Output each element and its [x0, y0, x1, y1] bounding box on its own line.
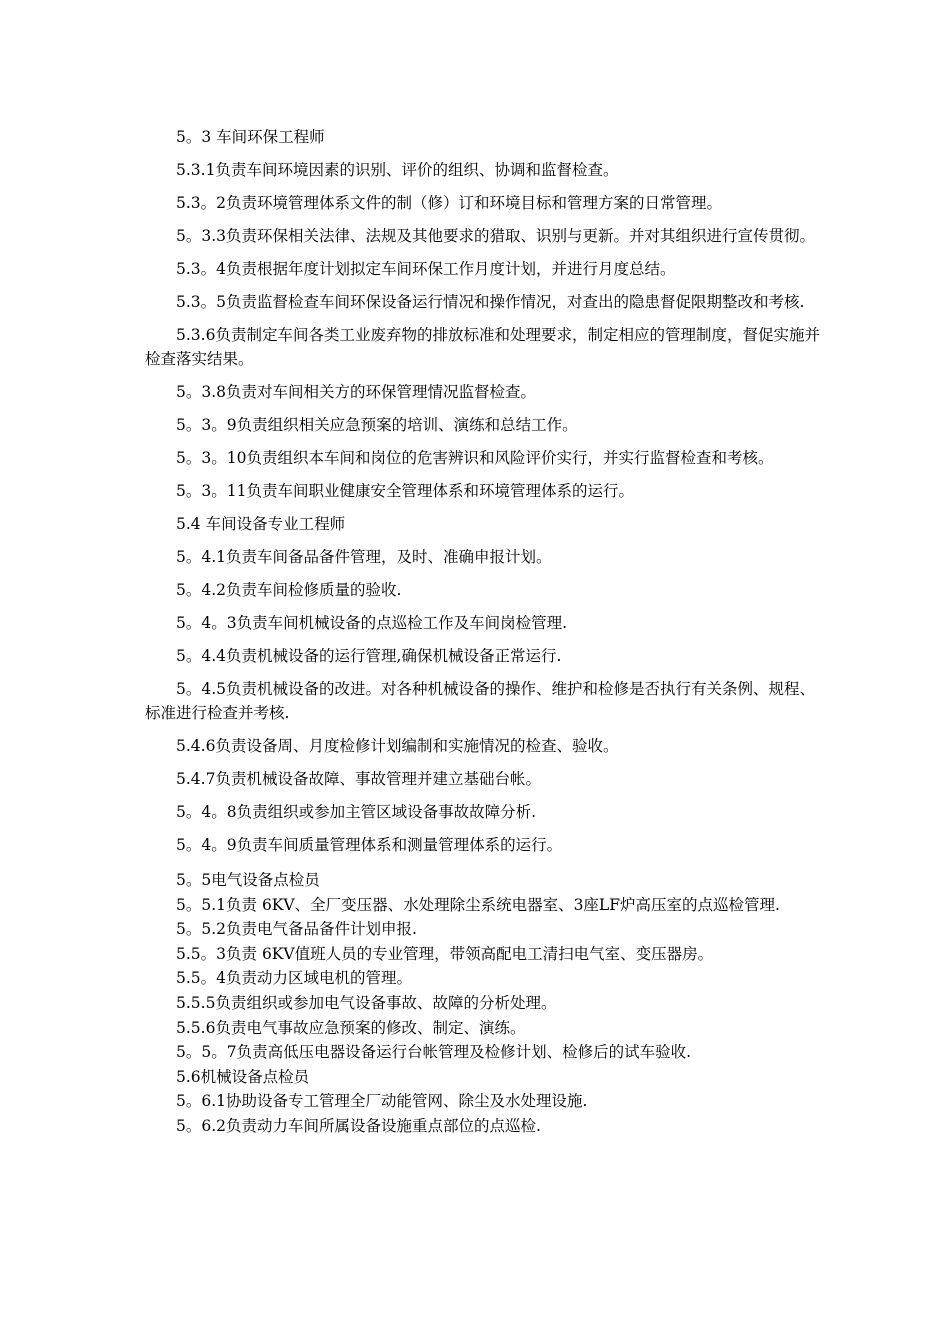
paragraph-5-3-8: 5。3.8负责对车间相关方的环保管理情况监督检查。 [176, 383, 537, 401]
paragraph-5-6-1: 5。6.1协助设备专工管理全厂动能管网、除尘及水处理设施. [176, 1092, 588, 1111]
heading-5-4: 5.4 车间设备专业工程师 [176, 515, 346, 533]
paragraph-5-4-1: 5。4.1负责车间备品备件管理，及时、准确申报计划。 [176, 548, 552, 566]
section-5-3-5-4 [145, 125, 825, 857]
paragraph-5-4-5: 5。4.5负责机械设备的改进。对各种机械设备的操作、维护和检修是否执行有关条例、规程、标准进行检查并考核. [145, 680, 816, 722]
paragraph-5-3-11: 5。3。11负责车间职业健康安全管理体系和环境管理体系的运行。 [176, 482, 634, 500]
document-body [145, 125, 825, 1139]
heading-5-5: 5。5电气设备点检员 [176, 871, 320, 889]
paragraph-5-4-2: 5。4.2负责车间检修质量的验收. [176, 581, 402, 599]
paragraph-5-3-4: 5.3。4负责根据年度计划拟定车间环保工作月度计划，并进行月度总结。 [176, 260, 676, 278]
paragraph-5-4-6: 5.4.6负责设备周、月度检修计划编制和实施情况的检查、验收。 [176, 737, 619, 755]
paragraph-5-3-5: 5.3。5负责监督检查车间环保设备运行情况和操作情况，对查出的隐患督促限期整改和考核. [176, 293, 805, 311]
paragraph-5-3-1: 5.3.1负责车间环境因素的识别、评价的组织、协调和监督检查。 [176, 161, 619, 179]
section-5-5-5-6 [145, 868, 825, 1139]
heading-5-6: 5.6机械设备点检员 [176, 1067, 310, 1086]
paragraph-5-4-8: 5。4。8负责组织或参加主管区域设备事故故障分析. [176, 803, 537, 821]
paragraph-5-3-10: 5。3。10负责组织本车间和岗位的危害辨识和风险评价实行，并实行监督检查和考核。 [176, 449, 774, 467]
paragraph-5-3-3: 5。3.3负责环保相关法律、法规及其他要求的猎取、识别与更新。并对其组织进行宣传贯彻。 [176, 227, 816, 245]
paragraph-5-3-2: 5.3。2负责环境管理体系文件的制（修）订和环境目标和管理方案的日常管理。 [176, 194, 723, 212]
paragraph-5-3-6: 5.3.6负责制定车间各类工业废弃物的排放标准和处理要求，制定相应的管理制度，督促实施并检查落实结果。 [145, 326, 820, 368]
paragraph-5-6-2: 5。6.2负责动力车间所属设备设施重点部位的点巡检. [176, 1116, 541, 1135]
paragraph-5-5-7: 5。5。7负责高低压电器设备运行台帐管理及检修计划、检修后的试车验收. [176, 1043, 692, 1062]
paragraph-5-5-6: 5.5.6负责电气事故应急预案的修改、制定、演练。 [176, 1018, 526, 1037]
heading-5-3: 5。3 车间环保工程师 [176, 128, 325, 146]
paragraph-5-3-9: 5。3。9负责组织相关应急预案的培训、演练和总结工作。 [176, 416, 578, 434]
paragraph-5-4-3: 5。4。3负责车间机械设备的点巡检工作及车间岗检管理. [176, 614, 568, 632]
paragraph-5-4-4: 5。4.4负责机械设备的运行管理,确保机械设备正常运行. [176, 647, 562, 665]
paragraph-5-4-9: 5。4。9负责车间质量管理体系和测量管理体系的运行。 [176, 836, 563, 854]
paragraph-5-5-5: 5.5.5负责组织或参加电气设备事故、故障的分析处理。 [176, 993, 557, 1012]
paragraph-5-5-3: 5.5。3负责 6KV值班人员的专业管理，带领高配电工清扫电气室、变压器房。 [176, 944, 714, 963]
paragraph-5-5-1: 5。5.1负责 6KV、全厂变压器、水处理除尘系统电器室、3座LF炉高压室的点巡检管理. [176, 895, 780, 914]
paragraph-5-5-2: 5。5.2负责电气备品备件计划申报. [176, 920, 417, 939]
paragraph-5-4-7: 5.4.7负责机械设备故障、事故管理并建立基础台帐。 [176, 770, 541, 788]
paragraph-5-5-4: 5.5。4负责动力区域电机的管理。 [176, 969, 413, 988]
